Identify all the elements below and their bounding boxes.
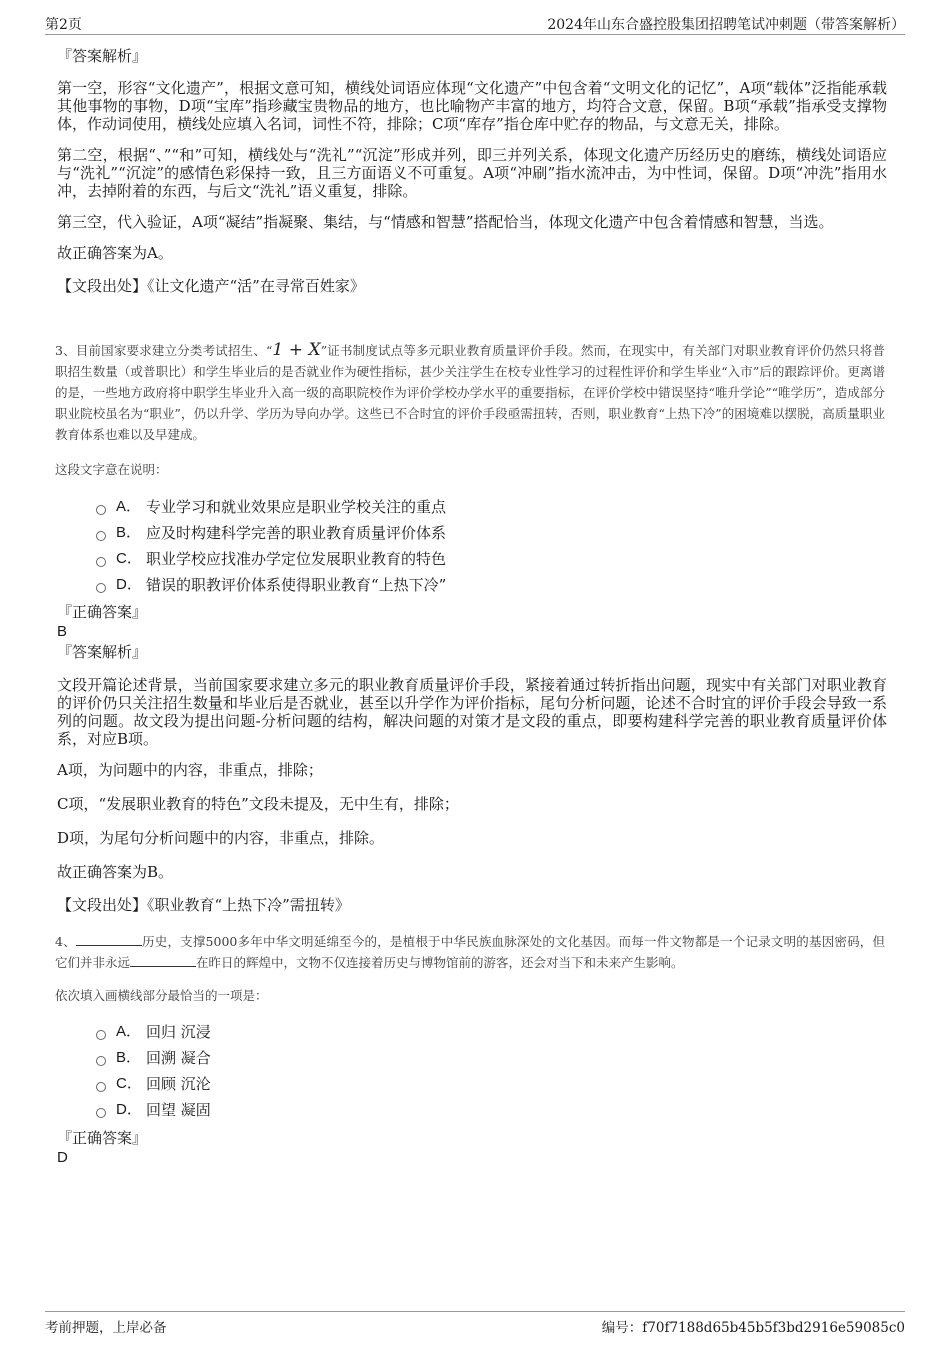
q2-analysis-paragraph: 第一空，形容“文化遗产”，根据文意可知，横线处词语应体现“文化遗产”中包含着“文明文化的记忆”，A项“载体”泛指能承载其他事物的事物，D项“宝库”指珍藏宝贵物品的地方，也比喻物产丰富的地方，均符合文意，保留。B项“承载”指承受支撑物体，作动词使用，横线处应填入名词，词性不符，排除；C项“库存”指仓库中贮存的物品，与文意无关，排除。 — [57, 79, 887, 133]
q3-option-d[interactable] — [96, 572, 446, 598]
q3-prompt: 这段文字意在说明： — [55, 462, 168, 477]
q2-source: 【文段出处】《让文化遗产“活”在寻常百姓家》 — [57, 277, 365, 295]
radio-button-icon[interactable] — [96, 557, 106, 567]
radio-button-icon[interactable] — [96, 1030, 106, 1040]
q2-analysis-paragraph: 第二空，根据“、”“和”可知，横线处与“洗礼”“沉淀”形成并列，即三并列关系，体现文化遗产历经历史的磨练，横线处词语应与“洗礼”“沉淀”的感情色彩保持一致，且三方面语义不可重复。A项“冲刷”指水流冲击，为中性词，保留。D项“冲洗”指用水冲，去掉附着的东西，与后文“洗礼”语义重复，排除。 — [57, 146, 887, 200]
q3-text-after: ”证书制度试点等多元职业教育质量评价手段。然而，在现实中，有关部门对职业教育评价仍然只将普职招生数量（或普职比）和学生毕业后的是否就业作为硬性指标，甚少关注学生在校专业性学习的过程性评价和学生毕业“入市”后的跟踪评价。更离谱的是，一些地方政府将中职学生毕业升入高一级的高职院校作为评价学校办学水平的重要指标，在评价学校中错误坚持“唯升学论”“唯学历”，造成部分职业院校虽名为“职业”，仍以升学、学历为导向办学。这些已不合时宜的评价手段亟需扭转，否则，职业教育“上热下冷”的困境难以摆脱，高质量职业教育体系也难以及早建成。 — [55, 343, 885, 442]
q4-options — [96, 1019, 211, 1123]
q3-analysis-paragraph: D项，为尾句分析问题中的内容，非重点，排除。 — [57, 829, 385, 847]
option-text: 回顾 沉沦 — [146, 1075, 211, 1093]
footer-slogan: 考前押题，上岸必备 — [45, 1320, 167, 1336]
option-text: 回望 凝固 — [146, 1101, 211, 1119]
q4-answer: D — [57, 1149, 68, 1166]
q3-analysis-heading: 『答案解析』 — [57, 643, 148, 661]
q4-option-a[interactable] — [96, 1019, 211, 1045]
q3-analysis-paragraph: C项，“发展职业教育的特色”文段未提及，无中生有，排除； — [57, 795, 459, 813]
radio-button-icon[interactable] — [96, 1056, 106, 1066]
radio-button-icon[interactable] — [96, 531, 106, 541]
radio-button-icon[interactable] — [96, 505, 106, 515]
document-serial: 编号：f70f7188d65b45b5f3bd2916e59085c0 — [601, 1320, 905, 1336]
q4-option-d[interactable] — [96, 1097, 211, 1123]
q3-option-b[interactable] — [96, 520, 446, 546]
q3-answer-block — [57, 602, 147, 662]
option-text: 错误的职教评价体系使得职业教育“上热下冷” — [146, 576, 447, 594]
option-letter: C． — [116, 1075, 142, 1092]
page-footer — [45, 1311, 905, 1336]
q3-analysis-paragraph: 文段开篇论述背景，当前国家要求建立多元的职业教育质量评价手段，紧接着通过转折指出问题，现实中有关部门对职业教育的评价仍只关注招生数量和毕业后是否就业，甚至以升学作为评价指标，尾句分析问题，论述不合时宜的评价手段会导致一系列的问题。故文段为提出问题-分析问题的结构，解决问题的对策才是文段的重点，即要构建科学完善的职业教育质量评价体系，对应B项。 — [57, 676, 887, 748]
q3-options — [96, 494, 446, 598]
q4-option-c[interactable] — [96, 1071, 211, 1097]
option-letter: A． — [116, 1023, 142, 1040]
q4-answer-block — [57, 1128, 147, 1168]
q3-prompt-wrap — [55, 460, 885, 480]
option-letter: D． — [116, 576, 142, 593]
option-text: 回溯 凝合 — [146, 1049, 211, 1067]
q2-analysis-paragraph: 第三空，代入验证，A项“凝结”指凝聚、集结，与“情感和智慧”搭配恰当，体现文化遗产中包含着情感和智慧，当选。 — [57, 213, 834, 231]
option-text: 回归 沉浸 — [146, 1023, 211, 1041]
document-title: 2024年山东合盛控股集团招聘笔试冲刺题（带答案解析） — [547, 17, 905, 33]
q3-analysis-conclusion: 故正确答案为B。 — [57, 863, 174, 881]
fill-blank — [130, 952, 196, 967]
radio-button-icon[interactable] — [96, 583, 106, 593]
q3-source: 【文段出处】《职业教育“上热下冷”需扭转》 — [57, 896, 350, 914]
q3-stem — [55, 340, 885, 445]
q4-stem — [55, 931, 885, 973]
q4-text-part2: 在昨日的辉煌中，文物不仅连接着历史与博物馆前的游客，还会对当下和未来产生影响。 — [196, 955, 684, 970]
option-letter: B． — [116, 1049, 142, 1066]
option-letter: B． — [116, 524, 142, 541]
page-number: 第2页 — [45, 17, 82, 33]
q3-number: 3、 — [55, 343, 76, 358]
q4-text-part1: 历史，支撑5000多年中华文明延绵至今的，是植根于中华民族血脉深处的文化基因。而每一件文物都是一个记录文明的基因密码，但它们并非永远 — [55, 934, 885, 970]
fill-blank — [76, 931, 142, 946]
q3-analysis-section — [57, 676, 887, 916]
question-3 — [55, 340, 885, 445]
q2-analysis-conclusion: 故正确答案为A。 — [57, 244, 173, 262]
q3-formula: 1 + X — [272, 340, 321, 360]
option-text: 职业学校应找准办学定位发展职业教育的特色 — [146, 550, 447, 568]
option-letter: D． — [116, 1101, 142, 1118]
q4-prompt-wrap — [55, 986, 885, 1006]
q3-answer: B — [57, 623, 68, 640]
q3-analysis-paragraph: A项，为问题中的内容，非重点，排除； — [57, 761, 323, 779]
q3-answer-heading: 『正确答案』 — [57, 603, 148, 621]
q3-option-a[interactable] — [96, 494, 446, 520]
q2-analysis-heading: 『答案解析』 — [57, 47, 148, 65]
q4-number: 4、 — [55, 934, 76, 949]
option-letter: A． — [116, 498, 142, 515]
option-letter: C． — [116, 550, 142, 567]
q4-prompt: 依次填入画横线部分最恰当的一项是： — [55, 988, 268, 1003]
option-text: 专业学习和就业效果应是职业学校关注的重点 — [146, 498, 447, 516]
question-4 — [55, 931, 885, 973]
q3-option-c[interactable] — [96, 546, 446, 572]
radio-button-icon[interactable] — [96, 1108, 106, 1118]
radio-button-icon[interactable] — [96, 1082, 106, 1092]
q4-option-b[interactable] — [96, 1045, 211, 1071]
option-text: 应及时构建科学完善的职业教育质量评价体系 — [146, 524, 447, 542]
page-header — [45, 10, 905, 35]
q3-text-before: 目前国家要求建立分类考试招生、“ — [75, 343, 273, 358]
q2-analysis-section — [57, 45, 887, 297]
q4-answer-heading: 『正确答案』 — [57, 1129, 148, 1147]
